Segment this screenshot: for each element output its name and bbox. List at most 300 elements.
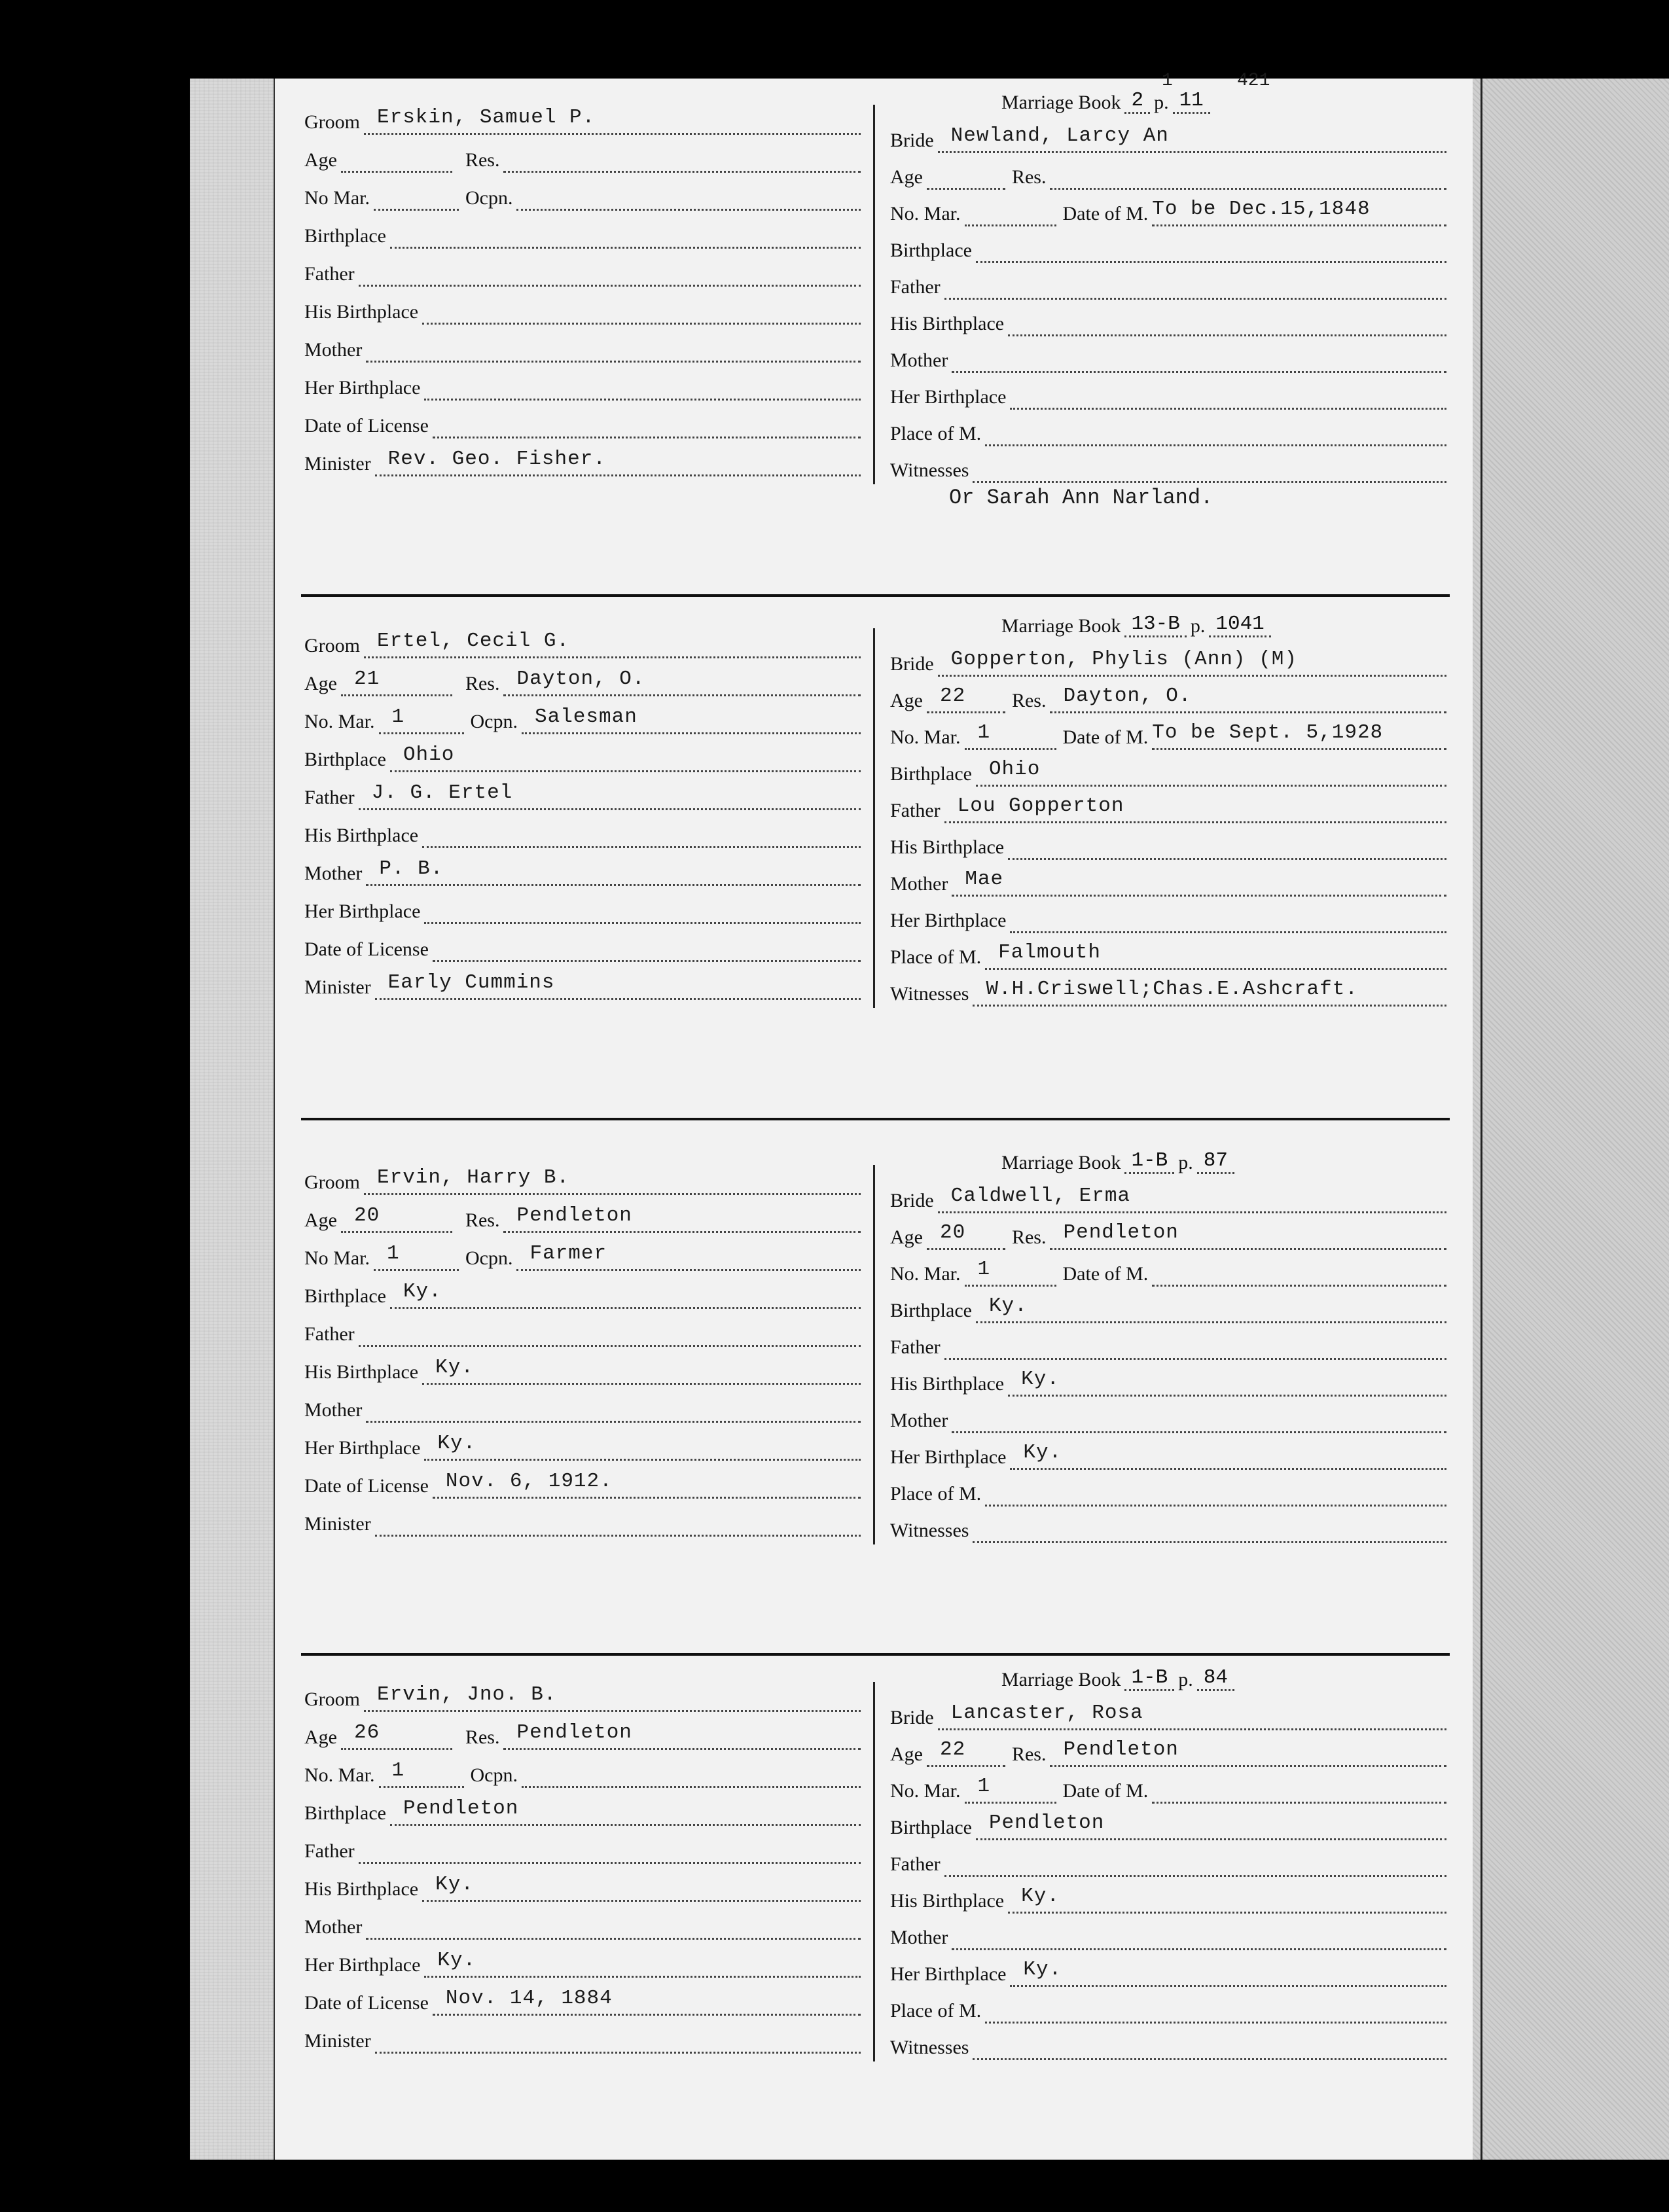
bride-bride-label: Bride: [890, 653, 934, 675]
bride-date-of-m-label: Date of M.: [1062, 726, 1149, 748]
groom-his_birthplace-label: His Birthplace: [304, 1361, 419, 1383]
record-note: Or Sarah Ann Narland.: [949, 486, 1213, 510]
groom-father-label: Father: [304, 263, 355, 285]
field-line: [965, 722, 1056, 750]
groom-row-her_birthplace: [304, 1424, 861, 1461]
field-line: [341, 1722, 452, 1750]
groom-minister-value: Rev. Geo. Fisher.: [387, 448, 606, 471]
field-line: [433, 1988, 861, 2016]
groom-res-label: Res.: [465, 673, 500, 694]
groom-groom-label: Groom: [304, 635, 360, 656]
bride-place_of_m-label: Place of M.: [890, 423, 982, 444]
bride-no-mar-label: No. Mar.: [890, 1780, 961, 1802]
record-separator: [301, 1653, 1450, 1656]
groom-her_birthplace-label: Her Birthplace: [304, 377, 421, 399]
bride-father-label: Father: [890, 276, 941, 298]
groom-no-mar-value: 1: [387, 1242, 400, 1265]
groom-row-no_mar: [304, 174, 861, 211]
field-line: [364, 630, 861, 658]
field-line: [973, 2032, 1446, 2060]
groom-groom-value: Erskin, Samuel P.: [377, 106, 596, 129]
groom-ocpn-value: Farmer: [529, 1242, 607, 1265]
groom-no-mar-label: No. Mar.: [304, 1764, 375, 1786]
groom-row-age: [304, 660, 861, 696]
field-line: [1152, 722, 1446, 750]
bride-mother-label: Mother: [890, 349, 948, 371]
field-line: [422, 820, 861, 848]
groom-groom-label: Groom: [304, 1688, 360, 1710]
groom-mother-label: Mother: [304, 1916, 363, 1938]
bride-place_of_m-label: Place of M.: [890, 946, 982, 968]
column-divider: [873, 1682, 875, 2061]
field-line: [985, 1478, 1446, 1507]
bride-row-no_mar: [890, 1250, 1446, 1287]
field-line: [374, 1243, 459, 1271]
groom-age-value: 20: [353, 1204, 380, 1227]
bride-his_birthplace-label: His Birthplace: [890, 836, 1005, 858]
field-line: [341, 1205, 452, 1233]
field-line: [422, 1874, 861, 1902]
field-line: [390, 1281, 861, 1309]
bride-bride-label: Bride: [890, 1707, 934, 1728]
groom-father-label: Father: [304, 1840, 355, 1862]
groom-her_birthplace-value: Ky.: [437, 1949, 476, 1972]
field-line: [1010, 905, 1446, 933]
field-line: [1050, 1739, 1446, 1767]
groom-no-mar-label: No Mar.: [304, 187, 370, 209]
groom-row-her_birthplace: [304, 887, 861, 924]
groom-birthplace-label: Birthplace: [304, 749, 386, 770]
field-line: [424, 896, 861, 924]
groom-row-date_of_license: [304, 1462, 861, 1499]
bride-his_birthplace-label: His Birthplace: [890, 1373, 1005, 1395]
bride-row-her_birthplace: [890, 1433, 1446, 1470]
groom-age-label: Age: [304, 1209, 337, 1231]
field-line: [1152, 1258, 1446, 1287]
field-line: [952, 868, 1446, 897]
groom-ocpn-value: Salesman: [534, 705, 637, 728]
bride-row-no_mar: [890, 190, 1446, 226]
field-line: [1010, 1442, 1446, 1470]
field-line: [965, 198, 1056, 226]
groom-her_birthplace-label: Her Birthplace: [304, 901, 421, 922]
bride-row-bride: [890, 640, 1446, 677]
bride-row-place_of_m: [890, 410, 1446, 446]
groom-row-minister: [304, 440, 861, 476]
page-number: 84: [1197, 1666, 1234, 1691]
groom-row-mother: [304, 326, 861, 363]
column-divider: [873, 1165, 875, 1544]
bride-res-value: Pendleton: [1063, 1221, 1179, 1244]
groom-row-his_birthplace: [304, 1348, 861, 1385]
field-line: [1008, 832, 1446, 860]
groom-row-birthplace: [304, 1789, 861, 1826]
field-line: [965, 1258, 1056, 1287]
bride-row-no_mar: [890, 713, 1446, 750]
groom-no-mar-value: 1: [391, 705, 405, 728]
groom-row-date_of_license: [304, 925, 861, 962]
field-line: [938, 1702, 1446, 1730]
field-line: [976, 1295, 1446, 1323]
field-line: [359, 259, 861, 287]
bride-date-of-m-label: Date of M.: [1062, 1780, 1149, 1802]
groom-row-minister: [304, 1500, 861, 1537]
field-line: [375, 972, 861, 1000]
groom-minister-value: Early Cummins: [387, 971, 555, 994]
page-number: 11: [1173, 89, 1210, 114]
bride-row-mother: [890, 336, 1446, 373]
bride-row-bride: [890, 1177, 1446, 1213]
bride-row-mother: [890, 1914, 1446, 1950]
bride-row-father: [890, 263, 1446, 300]
bride-place_of_m-label: Place of M.: [890, 1483, 982, 1505]
bride-row-her_birthplace: [890, 1950, 1446, 1987]
field-line: [375, 2025, 861, 2054]
bride-row-witnesses: [890, 970, 1446, 1007]
groom-his_birthplace-value: Ky.: [435, 1356, 474, 1379]
bride-row-birthplace: [890, 1804, 1446, 1840]
bride-father-value: Lou Gopperton: [957, 794, 1124, 817]
field-line: [364, 107, 861, 135]
groom-father-value: J. G. Ertel: [371, 781, 513, 804]
groom-row-his_birthplace: [304, 812, 861, 848]
groom-age-value: 26: [353, 1721, 380, 1744]
groom-ocpn-label: Ocpn.: [470, 711, 518, 732]
bride-row-place_of_m: [890, 1987, 1446, 2024]
bride-age-value: 20: [939, 1221, 966, 1244]
bride-her_birthplace-value: Ky.: [1023, 1958, 1062, 1981]
bride-birthplace-label: Birthplace: [890, 1817, 972, 1838]
groom-age-label: Age: [304, 149, 337, 171]
groom-row-his_birthplace: [304, 1865, 861, 1902]
bride-res-label: Res.: [1011, 690, 1047, 711]
bride-row-his_birthplace: [890, 300, 1446, 336]
field-line: [422, 1357, 861, 1385]
marriage-book-label: Marriage Book: [1001, 92, 1121, 113]
marriage-book-label: Marriage Book: [1001, 615, 1121, 637]
field-line: [390, 744, 861, 772]
field-line: [364, 1167, 861, 1195]
groom-row-age: [304, 1196, 861, 1233]
field-line: [516, 183, 861, 211]
bride-row-age: [890, 153, 1446, 190]
bride-row-age: [890, 677, 1446, 713]
record-separator: [301, 594, 1450, 597]
groom-row-mother: [304, 1386, 861, 1423]
field-line: [1010, 1959, 1446, 1987]
bride-row-mother: [890, 860, 1446, 897]
groom-birthplace-value: Ohio: [403, 743, 455, 766]
groom-row-father: [304, 250, 861, 287]
bride-date-of-m-value: To be Sept. 5,1928: [1152, 721, 1384, 744]
field-line: [944, 795, 1446, 823]
field-line: [952, 1405, 1446, 1433]
bride-age-label: Age: [890, 1226, 923, 1248]
groom-ocpn-label: Ocpn.: [465, 1247, 513, 1269]
bride-row-bride: [890, 1694, 1446, 1730]
groom-row-father: [304, 1827, 861, 1864]
field-line: [976, 1812, 1446, 1840]
field-line: [985, 418, 1446, 446]
field-line: [1010, 382, 1446, 410]
bride-her_birthplace-label: Her Birthplace: [890, 1963, 1007, 1985]
field-line: [359, 1319, 861, 1347]
groom-res-label: Res.: [465, 1209, 500, 1231]
groom-res-value: Pendleton: [516, 1721, 632, 1744]
groom-row-father: [304, 1310, 861, 1347]
bride-mother-label: Mother: [890, 873, 948, 895]
groom-date_of_license-value: Nov. 14, 1884: [445, 1987, 613, 2010]
bride-row-father: [890, 1840, 1446, 1877]
field-line: [375, 1508, 861, 1537]
field-line: [359, 1836, 861, 1864]
field-line: [422, 296, 861, 325]
field-line: [1008, 1885, 1446, 1914]
field-line: [433, 1471, 861, 1499]
groom-mother-label: Mother: [304, 339, 363, 361]
groom-father-label: Father: [304, 787, 355, 808]
bride-his_birthplace-label: His Birthplace: [890, 313, 1005, 334]
groom-birthplace-label: Birthplace: [304, 1802, 386, 1824]
bride-his_birthplace-label: His Birthplace: [890, 1890, 1005, 1912]
page-label: p.: [1178, 1669, 1193, 1690]
field-line: [341, 668, 452, 696]
column-divider: [873, 628, 875, 1008]
bride-her_birthplace-label: Her Birthplace: [890, 910, 1007, 931]
bride-birthplace-label: Birthplace: [890, 240, 972, 261]
bride-witnesses-value: W.H.Criswell;Chas.E.Ashcraft.: [986, 978, 1358, 1001]
field-line: [364, 1684, 861, 1712]
groom-row-age: [304, 1713, 861, 1750]
field-line: [375, 448, 861, 476]
field-line: [366, 1912, 861, 1940]
groom-minister-label: Minister: [304, 976, 371, 998]
groom-groom-value: Ertel, Cecil G.: [377, 630, 570, 652]
groom-his_birthplace-label: His Birthplace: [304, 1878, 419, 1900]
bride-date-of-m-value: To be Dec.15,1848: [1152, 198, 1371, 221]
groom-date_of_license-value: Nov. 6, 1912.: [445, 1470, 613, 1493]
groom-birthplace-value: Pendleton: [403, 1797, 519, 1820]
groom-date_of_license-label: Date of License: [304, 1992, 429, 2014]
bride-res-label: Res.: [1011, 166, 1047, 188]
groom-birthplace-label: Birthplace: [304, 225, 386, 247]
bride-row-her_birthplace: [890, 897, 1446, 933]
column-divider: [873, 105, 875, 484]
groom-groom-label: Groom: [304, 111, 360, 133]
field-line: [976, 758, 1446, 787]
bride-her_birthplace-label: Her Birthplace: [890, 1446, 1007, 1468]
bride-date-of-m-label: Date of M.: [1062, 203, 1149, 224]
bride-bride-label: Bride: [890, 130, 934, 151]
page-number: 1041: [1209, 613, 1270, 637]
bride-no-mar-label: No. Mar.: [890, 726, 961, 748]
field-line: [952, 1922, 1446, 1950]
marriage-book-ref: [1001, 89, 1210, 114]
groom-row-groom: [304, 622, 861, 658]
groom-no-mar-label: No. Mar.: [304, 711, 375, 732]
field-line: [973, 455, 1446, 483]
field-line: [944, 272, 1446, 300]
groom-groom-value: Ervin, Harry B.: [377, 1166, 570, 1189]
groom-ocpn-label: Ocpn.: [470, 1764, 518, 1786]
bride-birthplace-value: Pendleton: [988, 1811, 1105, 1834]
groom-minister-label: Minister: [304, 453, 371, 474]
field-line: [1008, 1368, 1446, 1397]
bride-bride-value: Caldwell, Erma: [950, 1185, 1131, 1207]
groom-row-father: [304, 774, 861, 810]
groom-his_birthplace-value: Ky.: [435, 1873, 474, 1896]
field-line: [944, 1332, 1446, 1360]
bride-age-label: Age: [890, 690, 923, 711]
field-line: [503, 1722, 861, 1750]
marriage-record: [0, 1666, 1669, 2212]
bride-row-witnesses: [890, 446, 1446, 483]
bride-row-witnesses: [890, 2024, 1446, 2060]
field-line: [927, 1739, 1005, 1767]
bride-row-his_birthplace: [890, 1877, 1446, 1914]
field-line: [985, 942, 1446, 970]
bride-father-label: Father: [890, 1336, 941, 1358]
groom-no-mar-value: 1: [391, 1759, 405, 1782]
groom-row-his_birthplace: [304, 288, 861, 325]
field-line: [516, 1243, 861, 1271]
bride-her_birthplace-value: Ky.: [1023, 1441, 1062, 1464]
field-line: [366, 858, 861, 886]
field-line: [1152, 1775, 1446, 1804]
field-line: [424, 1433, 861, 1461]
bride-place_of_m-label: Place of M.: [890, 2000, 982, 2022]
bride-mother-value: Mae: [965, 868, 1004, 891]
groom-her_birthplace-value: Ky.: [437, 1432, 476, 1455]
groom-row-birthplace: [304, 736, 861, 772]
marriage-book-superscript: 1: [1162, 71, 1173, 91]
bride-witnesses-label: Witnesses: [890, 459, 969, 481]
field-line: [424, 1950, 861, 1978]
groom-row-no_mar: [304, 698, 861, 734]
bride-row-her_birthplace: [890, 373, 1446, 410]
groom-row-birthplace: [304, 212, 861, 249]
bride-witnesses-label: Witnesses: [890, 2037, 969, 2058]
bride-age-value: 22: [939, 1738, 966, 1761]
groom-groom-value: Ervin, Jno. B.: [377, 1683, 557, 1706]
field-line: [341, 145, 452, 173]
bride-row-his_birthplace: [890, 823, 1446, 860]
bride-row-birthplace: [890, 750, 1446, 787]
groom-date_of_license-label: Date of License: [304, 938, 429, 960]
bride-row-birthplace: [890, 226, 1446, 263]
page-number: 87: [1197, 1149, 1234, 1174]
field-line: [366, 334, 861, 363]
field-line: [1050, 162, 1446, 190]
field-line: [927, 162, 1005, 190]
marriage-book-number: 13-B: [1124, 613, 1186, 637]
groom-row-groom: [304, 98, 861, 135]
bride-res-value: Dayton, O.: [1063, 685, 1192, 707]
bride-row-witnesses: [890, 1507, 1446, 1543]
bride-age-value: 22: [939, 685, 966, 707]
field-line: [965, 1775, 1056, 1804]
bride-no-mar-value: 1: [977, 1775, 991, 1798]
groom-res-value: Pendleton: [516, 1204, 632, 1227]
bride-bride-label: Bride: [890, 1190, 934, 1211]
field-line: [1008, 308, 1446, 336]
page-label: p.: [1178, 1152, 1193, 1173]
bride-birthplace-value: Ohio: [988, 758, 1041, 781]
field-line: [938, 649, 1446, 677]
groom-res-label: Res.: [465, 149, 500, 171]
bride-row-bride: [890, 116, 1446, 153]
bride-his_birthplace-value: Ky.: [1021, 1368, 1060, 1391]
field-line: [973, 978, 1446, 1007]
groom-res-label: Res.: [465, 1726, 500, 1748]
groom-row-groom: [304, 1158, 861, 1195]
bride-witnesses-label: Witnesses: [890, 983, 969, 1005]
bride-row-no_mar: [890, 1767, 1446, 1804]
field-line: [433, 410, 861, 438]
groom-her_birthplace-label: Her Birthplace: [304, 1954, 421, 1976]
bride-father-label: Father: [890, 800, 941, 821]
bride-birthplace-label: Birthplace: [890, 763, 972, 785]
field-line: [944, 1849, 1446, 1877]
field-line: [1050, 1222, 1446, 1250]
groom-mother-label: Mother: [304, 1399, 363, 1421]
groom-row-mother: [304, 849, 861, 886]
field-line: [379, 1760, 464, 1788]
bride-his_birthplace-value: Ky.: [1021, 1885, 1060, 1908]
bride-mother-label: Mother: [890, 1410, 948, 1431]
bride-father-label: Father: [890, 1853, 941, 1875]
bride-age-label: Age: [890, 1743, 923, 1765]
field-line: [927, 1222, 1005, 1250]
field-line: [976, 235, 1446, 263]
page-label: p.: [1154, 92, 1169, 113]
groom-row-no_mar: [304, 1751, 861, 1788]
marriage-record: [0, 613, 1669, 1158]
marriage-book-label: Marriage Book: [1001, 1152, 1121, 1173]
groom-birthplace-value: Ky.: [403, 1280, 442, 1303]
field-line: [390, 1798, 861, 1826]
bride-age-label: Age: [890, 166, 923, 188]
bride-bride-value: Newland, Larcy An: [950, 124, 1169, 147]
marriage-book-ref: [1001, 613, 1271, 637]
marriage-record: [0, 1149, 1669, 1695]
field-line: [359, 782, 861, 810]
groom-age-label: Age: [304, 673, 337, 694]
bride-mother-label: Mother: [890, 1927, 948, 1948]
bride-place_of_m-value: Falmouth: [998, 941, 1101, 964]
bride-res-label: Res.: [1011, 1226, 1047, 1248]
groom-mother-value: P. B.: [379, 857, 444, 880]
bride-row-place_of_m: [890, 1470, 1446, 1507]
record-separator: [301, 1118, 1450, 1120]
field-line: [390, 221, 861, 249]
groom-res-value: Dayton, O.: [516, 668, 645, 690]
groom-minister-label: Minister: [304, 2030, 371, 2052]
page-superscript: 421: [1237, 71, 1270, 91]
field-line: [503, 1205, 861, 1233]
groom-date_of_license-label: Date of License: [304, 1475, 429, 1497]
groom-his_birthplace-label: His Birthplace: [304, 825, 419, 846]
groom-row-date_of_license: [304, 1979, 861, 2016]
groom-ocpn-label: Ocpn.: [465, 187, 513, 209]
bride-no-mar-value: 1: [977, 1258, 991, 1281]
marriage-book-ref: [1001, 1666, 1234, 1691]
field-line: [424, 372, 861, 401]
groom-row-mother: [304, 1903, 861, 1940]
groom-row-her_birthplace: [304, 364, 861, 401]
bride-row-age: [890, 1213, 1446, 1250]
bride-res-value: Pendleton: [1063, 1738, 1179, 1761]
